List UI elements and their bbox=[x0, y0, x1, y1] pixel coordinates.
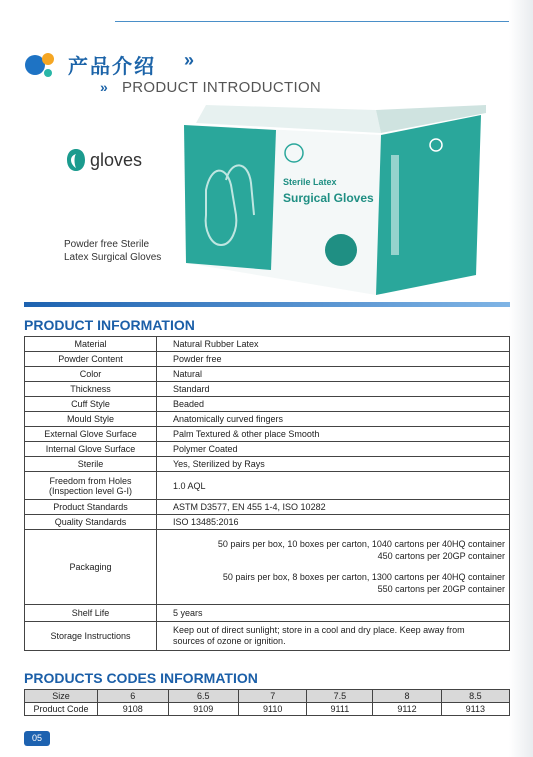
table-row: Material Natural Rubber Latex bbox=[25, 337, 510, 352]
product-codes-table bbox=[24, 689, 510, 716]
double-arrow-icon: » bbox=[184, 50, 195, 70]
table-row: Quality Standards ISO 13485:2016 bbox=[25, 515, 510, 530]
box-label-line2: Surgical Gloves bbox=[283, 191, 374, 205]
dots-logo-icon bbox=[24, 50, 64, 80]
code-row: Product Code 9108 9109 9110 9111 9112 9113 bbox=[25, 703, 510, 716]
table-row: Color Natural bbox=[25, 367, 510, 382]
top-rule bbox=[115, 21, 510, 22]
table-row: Cuff Style Beaded bbox=[25, 397, 510, 412]
section-title-cn: 产品介绍 bbox=[68, 54, 156, 78]
page-edge-shade bbox=[509, 0, 533, 757]
table-row: Storage Instructions Keep out of direct sunlight; store in a cool and dry place. Keep away from sources of ozone or ignition. bbox=[25, 622, 510, 651]
table-row-packaging: Packaging 50 pairs per box, 10 boxes per carton, 1040 cartons per 40HQ container 450 cartons per 20GP container 50 pairs per box, 8 boxes per carton, 1300 cartons per 40HQ container 550 cartons per 20GP container bbox=[25, 530, 510, 605]
section-title-en: PRODUCT INTRODUCTION bbox=[122, 79, 322, 96]
double-arrow-small-icon: » bbox=[100, 79, 108, 95]
table-row: Freedom from Holes (Inspection level G-I) 1.0 AQL bbox=[25, 472, 510, 500]
product-information-table bbox=[24, 336, 510, 651]
product-description: Powder free Sterile Latex Surgical Gloves bbox=[64, 239, 162, 263]
table-row: Thickness Standard bbox=[25, 382, 510, 397]
table-row: Shelf Life 5 years bbox=[25, 605, 510, 622]
product-codes-heading: PRODUCTS CODES INFORMATION bbox=[24, 670, 258, 686]
table-row: Product Standards ASTM D3577, EN 455 1-4, ISO 10282 bbox=[25, 500, 510, 515]
page-number: 05 bbox=[24, 731, 50, 746]
table-row: Internal Glove Surface Polymer Coated bbox=[25, 442, 510, 457]
table-row: Mould Style Anatomically curved fingers bbox=[25, 412, 510, 427]
brand-mark-icon bbox=[66, 148, 86, 172]
glove-box-image bbox=[176, 105, 511, 300]
section-divider bbox=[24, 302, 510, 307]
brand-logo bbox=[66, 148, 142, 172]
table-row: External Glove Surface Palm Textured & other place Smooth bbox=[25, 427, 510, 442]
size-row: Size 6 6.5 7 7.5 8 8.5 bbox=[25, 690, 510, 703]
box-label-line1: Sterile Latex bbox=[283, 177, 337, 187]
product-information-heading: PRODUCT INFORMATION bbox=[24, 317, 195, 333]
brand-name: gloves bbox=[90, 149, 143, 170]
table-row: Powder Content Powder free bbox=[25, 352, 510, 367]
table-row: Sterile Yes, Sterilized by Rays bbox=[25, 457, 510, 472]
